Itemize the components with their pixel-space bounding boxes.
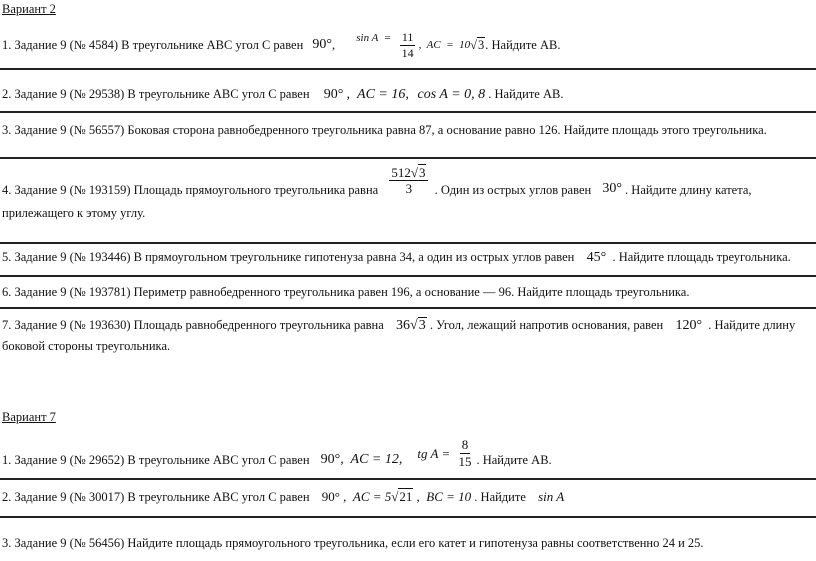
square-root — [411, 166, 427, 180]
problem-text: . Найдите AB. — [488, 87, 564, 101]
problem-text: 6. Задание 9 (№ 193781) Периметр равнобедренного треугольника равен 196, а основание — 96. Найдите площадь треугольника. — [2, 285, 690, 299]
problem-item — [2, 88, 810, 102]
radical-icon: √ — [410, 164, 418, 180]
square-root — [410, 319, 427, 333]
separator-line — [0, 516, 816, 518]
problem-text: . Угол, лежащий напротив основания, равен — [429, 318, 667, 332]
square-root — [391, 490, 413, 503]
radicand: 3 — [418, 318, 426, 333]
problem-text: . Найдите длину катета, — [621, 182, 752, 197]
angle-value: 45° — [586, 250, 607, 265]
problem-item — [2, 436, 810, 470]
fraction — [389, 166, 428, 196]
side-value: , AC = 12, — [340, 452, 410, 467]
problem-text: . Найдите длину — [705, 318, 796, 332]
separator-line — [0, 478, 816, 480]
variant-heading: Вариант 7 — [2, 410, 56, 424]
separator-line — [0, 111, 816, 113]
side-value: , AC = 5 — [343, 489, 392, 504]
radical-icon: √ — [410, 318, 418, 333]
problem-continuation: боковой стороны треугольника. — [2, 339, 171, 353]
fraction-denominator: 15 — [458, 453, 472, 469]
coefficient: 36 — [396, 318, 411, 333]
separator-line — [0, 275, 816, 277]
problem-text: 2. Задание 9 (№ 29538) В треугольнике ABC угол C равен — [2, 87, 313, 101]
radicand: 3 — [418, 164, 426, 180]
problem-text: 3. Задание 9 (№ 56456) Найдите площадь прямоугольного треугольника, если его катет и гипотенуза равны соответственно 24 и 25. — [2, 536, 704, 550]
radical-icon: √ — [470, 37, 478, 52]
problem-text: . Один из острых углов равен — [431, 182, 595, 197]
problem-text: . Найдите — [474, 490, 529, 504]
problem-text: 2. Задание 9 (№ 30017) В треугольнике ABC угол C равен — [2, 490, 313, 504]
side-value: , BC = 10 — [416, 489, 472, 504]
problem-text: , — [332, 37, 339, 52]
problem-item — [2, 251, 810, 265]
angle-value: 120° — [675, 318, 703, 333]
separator-line — [0, 157, 816, 159]
problem-item — [2, 124, 810, 137]
problem-item — [2, 166, 810, 196]
side-value: , AC = 10 — [418, 38, 471, 51]
problem-item — [2, 286, 810, 299]
side-value: , AC = 16, — [346, 87, 413, 102]
problem-text: . Найдите площадь треугольника. — [609, 250, 791, 264]
separator-line — [0, 68, 816, 70]
separator-line — [0, 307, 816, 309]
fraction — [456, 438, 473, 468]
square-root — [470, 39, 485, 52]
radical-icon: √ — [391, 489, 399, 504]
problem-text: 4. Задание 9 (№ 193159) Площадь прямоугольного треугольника равна — [2, 182, 382, 197]
problem-item — [2, 28, 810, 62]
fraction — [400, 31, 416, 59]
problem-text: . Найдите AB. — [485, 37, 561, 52]
radicand: 3 — [478, 37, 485, 52]
sine-label: sin A = — [356, 31, 397, 44]
problem-continuation: прилежащего к этому углу. — [2, 206, 146, 220]
problem-text: 7. Задание 9 (№ 193630) Площадь равнобедренного треугольника равна — [2, 318, 387, 332]
tangent-label: tg A = — [417, 445, 454, 461]
variant-heading: Вариант 2 — [2, 2, 56, 16]
angle-value: 90° — [323, 87, 344, 102]
fraction-numerator — [389, 166, 428, 182]
fraction-numerator: 8 — [461, 436, 469, 452]
sine-label: sin A — [538, 489, 565, 504]
problem-text: . Найдите AB. — [476, 452, 552, 467]
fraction-denominator: 3 — [405, 181, 413, 197]
problem-item — [2, 490, 810, 504]
problem-item — [2, 537, 810, 550]
cosine-value: cos A = 0, 8 — [417, 87, 486, 102]
problem-text: 1. Задание 9 (№ 4584) В треугольнике ABC угол C равен — [2, 37, 307, 52]
angle-value: 90° — [320, 452, 341, 467]
problem-item — [2, 319, 810, 333]
problem-text: 1. Задание 9 (№ 29652) В треугольнике ABC угол C равен — [2, 452, 313, 467]
separator-line — [0, 242, 816, 244]
problem-text: 5. Задание 9 (№ 193446) В прямоугольном треугольнике гипотенуза равна 34, а один из острых углов равен — [2, 250, 578, 264]
angle-value: 90° — [312, 37, 333, 52]
problem-text: 3. Задание 9 (№ 56557) Боковая сторона равнобедренного треугольника равна 87, а основание равно 126. Найдите площадь этого треугольника. — [2, 123, 767, 137]
fraction-denominator: 14 — [401, 45, 414, 60]
radicand: 21 — [399, 489, 413, 504]
angle-value: 90° — [321, 489, 340, 504]
fraction-numerator: 11 — [401, 29, 414, 44]
angle-value: 30° — [602, 181, 622, 196]
coefficient: 512 — [391, 164, 411, 180]
